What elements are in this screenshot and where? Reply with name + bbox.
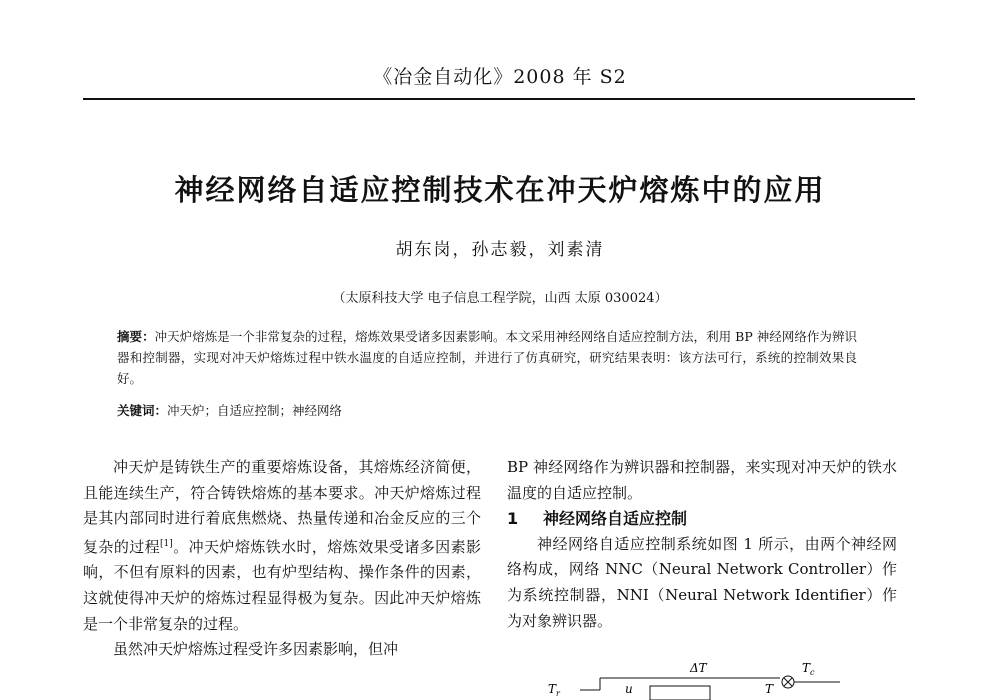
section-number: 1 — [507, 509, 519, 529]
section-title: 神经网络自适应控制 — [543, 509, 688, 529]
abstract-text: 冲天炉熔炼是一个非常复杂的过程，熔炼效果受诸多因素影响。本文采用神经网络自适应控制方法，利用 BP 神经网络作为辨识器和控制器，实现对冲天炉熔炼过程中铁水温度的自适应控制，并进行了仿真研究，研究结果表明：该方法可行，系统的控制效果良好。 — [117, 329, 857, 386]
header-rule — [83, 98, 915, 100]
paper-title: 神经网络自适应控制技术在冲天炉熔炼中的应用 — [174, 173, 826, 207]
section-paragraph: 神经网络自适应控制系统如图 1 所示，由两个神经网络构成，网络 NNC（Neural Network Controller）作为系统控制器，NNI（Neural Network Identifier）作为对象辨识器。 — [507, 534, 897, 630]
affiliation: （太原科技大学 电子信息工程学院，山西 太原 030024） — [332, 291, 668, 306]
intro-text: 冲天炉是铸铁生产的重要熔炼设备，其熔炼经济简便，且能连续生产，符合铸铁熔炼的基本要求。冲天炉熔炼过程是其内部同时进行着底焦燃烧、热量传递和冶金反应的三个复杂的过程 — [83, 458, 481, 556]
control-system-figure — [540, 660, 880, 700]
right-column — [507, 455, 897, 634]
figure-label-tc-sub: c — [810, 668, 815, 677]
figure-label-delta-t: ΔT — [690, 661, 707, 675]
figure-label-u: u — [625, 682, 633, 696]
second-paragraph: 虽然冲天炉熔炼过程受许多因素影响，但冲 — [113, 640, 399, 659]
left-column — [83, 455, 481, 663]
section-heading — [507, 506, 897, 532]
abstract-label: 摘要： — [117, 329, 155, 344]
citation-ref: [1] — [160, 538, 173, 549]
abstract — [117, 326, 857, 389]
keywords-label: 关键词： — [117, 403, 168, 418]
keywords — [117, 401, 857, 419]
keywords-text: 冲天炉；自适应控制；神经网络 — [167, 403, 343, 418]
figure-label-t: T — [765, 682, 774, 696]
authors: 胡东岗，孙志毅，刘素清 — [395, 240, 605, 260]
intro-paragraph — [83, 455, 481, 637]
continuation-paragraph: BP 神经网络作为辨识器和控制器，来实现对冲天炉的铁水温度的自适应控制。 — [507, 458, 897, 502]
figure-label-tc: T — [802, 661, 811, 675]
figure-label-tr: T — [548, 682, 557, 696]
intro-text-end: 。冲天炉熔炼铁水时，熔炼效果受诸多因素影响，不但有原料的因素，也有炉型结构、操作条件的因素，这就使得冲天炉的熔炼过程显得极为复杂。因此冲天炉熔炼是一个非常复杂的过程。 — [83, 537, 481, 633]
journal-header: 《冶金自动化》2008 年 S2 — [373, 66, 627, 88]
figure-block — [650, 686, 710, 700]
figure-label-tr-sub: r — [556, 689, 560, 698]
